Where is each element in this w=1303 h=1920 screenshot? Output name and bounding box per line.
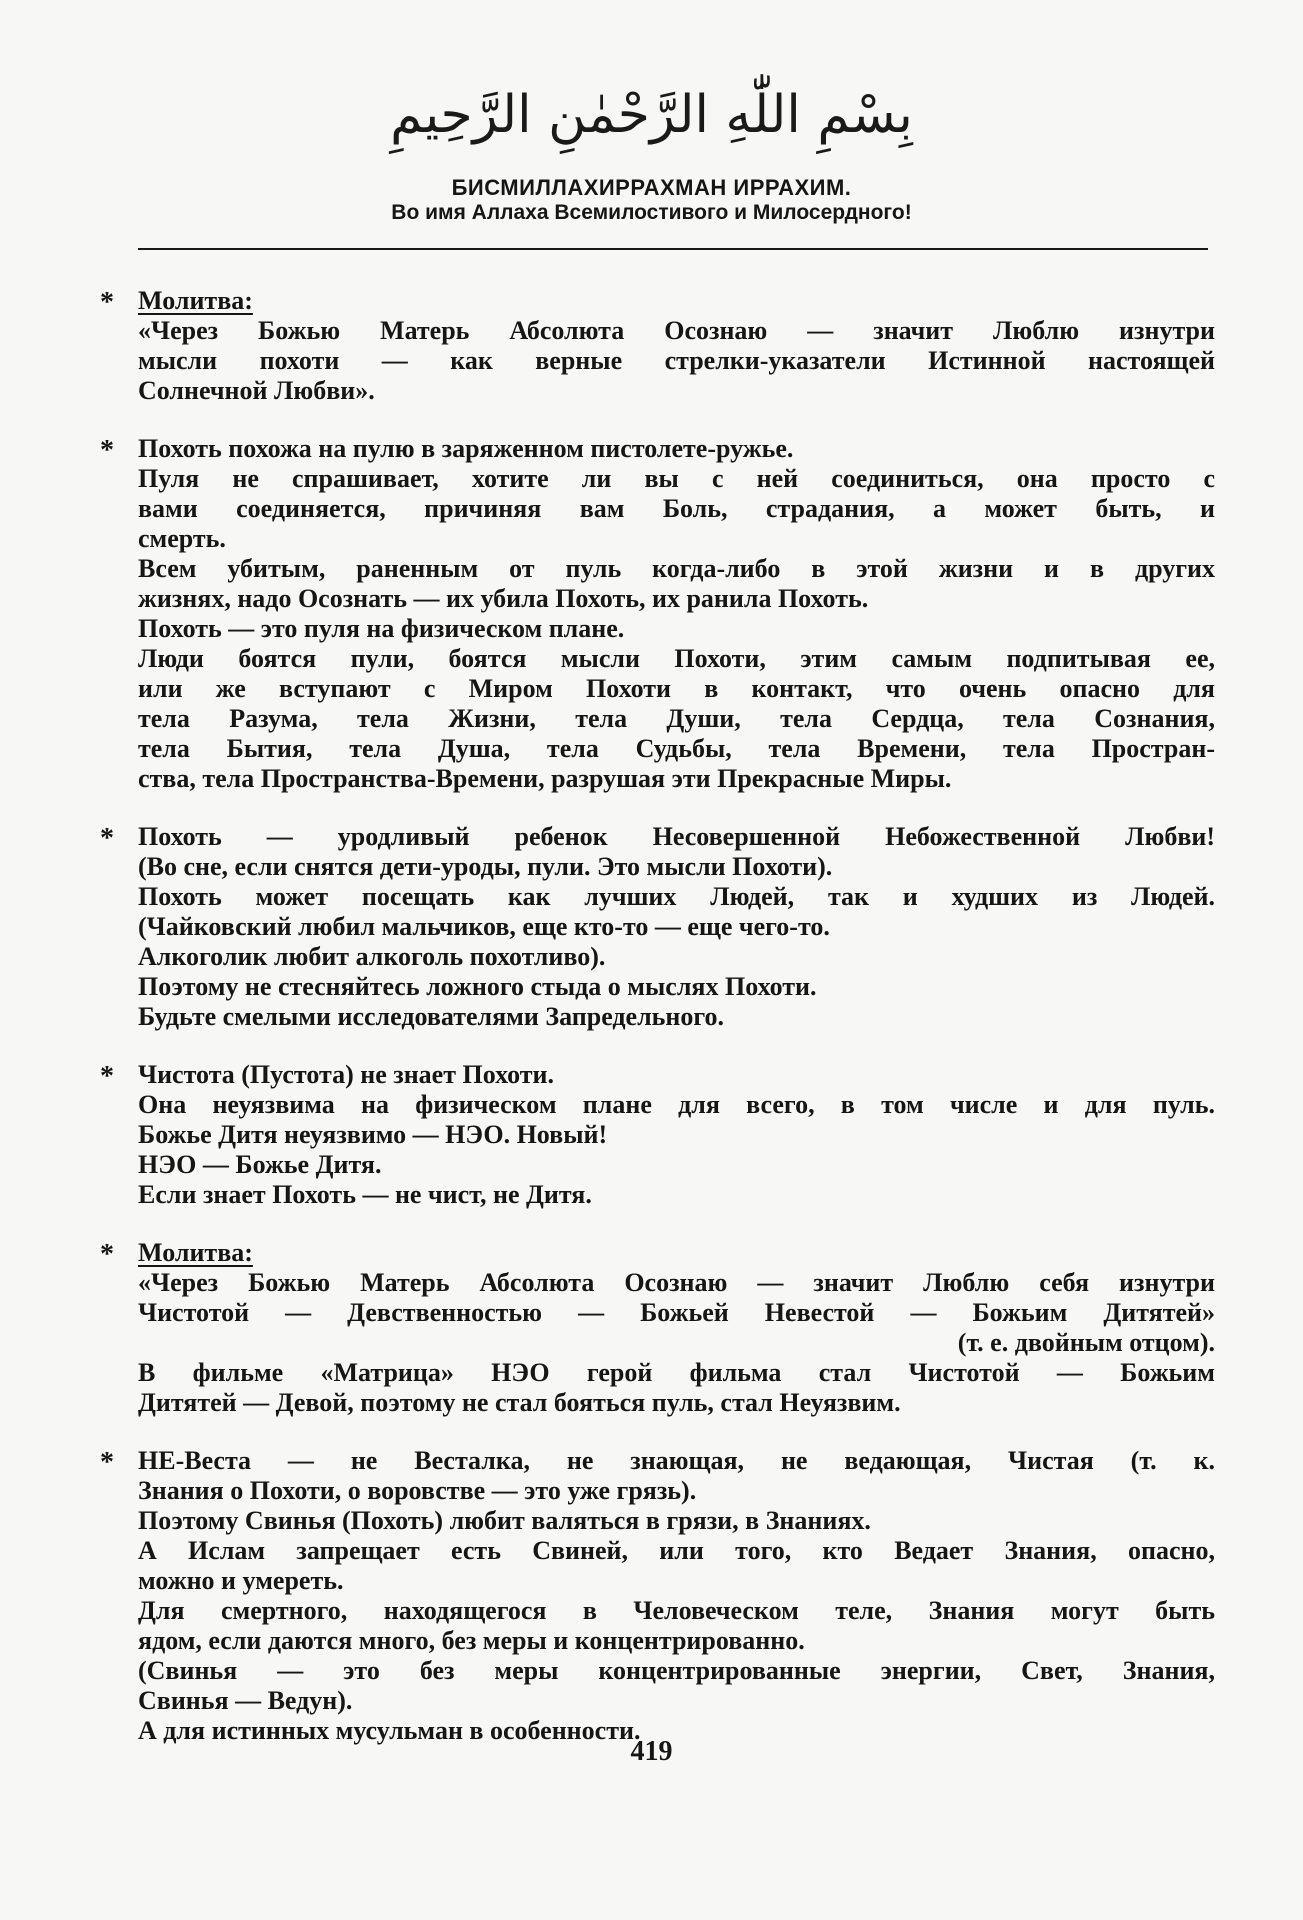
paragraph-block xyxy=(100,1446,1215,1746)
text-line: Похоть может посещать как лучших Людей, так и худших из Людей. xyxy=(138,882,1215,911)
bullet-marker: * xyxy=(100,1239,114,1270)
text-line: НЕ-Веста — не Весталка, не знающая, не ведающая, Чистая (т. к. xyxy=(138,1446,1215,1475)
bullet-marker: * xyxy=(100,1061,114,1092)
bullet-marker: * xyxy=(100,1447,114,1478)
text-line: Чистота (Пустота) не знает Похоти. xyxy=(138,1060,554,1089)
text-line: Дитятей — Девой, поэтому не стал бояться пуль, стал Неуязвим. xyxy=(138,1388,901,1417)
text-line: (т. е. двойным отцом). xyxy=(957,1328,1215,1357)
text-line: Солнечной Любви». xyxy=(138,376,375,405)
paragraph-block xyxy=(100,822,1215,1032)
bullet-marker: * xyxy=(100,823,114,854)
prayer-heading: Молитва: xyxy=(138,286,253,315)
text-line: Поэтому не стесняйтесь ложного стыда о мыслях Похоти. xyxy=(138,972,817,1001)
text-line: (Чайковский любил мальчиков, еще кто-то — еще чего-то. xyxy=(138,912,830,941)
text-line: Свинья — Ведун). xyxy=(138,1686,353,1715)
text-line: Божье Дитя неуязвимо — НЭО. Новый! xyxy=(138,1120,608,1149)
text-line: Она неуязвима на физическом плане для всего, в том числе и для пуль. xyxy=(138,1090,1215,1119)
text-line: Знания о Похоти, о воровстве — это уже грязь). xyxy=(138,1476,697,1505)
paragraph-block xyxy=(100,434,1215,794)
text-line: ства, тела Пространства-Времени, разрушая эти Прекрасные Миры. xyxy=(138,764,952,793)
text-line: мысли похоти — как верные стрелки-указатели Истинной настоящей xyxy=(138,346,1215,375)
bullet-marker: * xyxy=(100,435,114,466)
bullet-marker: * xyxy=(100,287,114,318)
text-line: А Ислам запрещает есть Свиней, или того, кто Ведает Знания, опасно, xyxy=(138,1536,1215,1565)
text-line: Похоть похожа на пулю в заряженном пистолете-ружье. xyxy=(138,434,794,463)
text-line: (Свинья — это без меры концентрированные энергии, Свет, Знания, xyxy=(138,1656,1215,1685)
text-line: Алкоголик любит алкоголь похотливо). xyxy=(138,942,606,971)
text-line: НЭО — Божье Дитя. xyxy=(138,1150,382,1179)
text-line: Похоть — уродливый ребенок Несовершенной Небожественной Любви! xyxy=(138,822,1215,851)
paragraph-block xyxy=(100,1060,1215,1210)
text-line: «Через Божью Матерь Абсолюта Осознаю — значит Люблю себя изнутри xyxy=(138,1268,1215,1297)
basmala-calligraphy: بِسْمِ اللّٰهِ الرَّحْمٰنِ الرَّحِيمِ xyxy=(390,85,913,145)
text-line: тела Разума, тела Жизни, тела Души, тела Сердца, тела Сознания, xyxy=(138,704,1215,733)
text-line: смерть. xyxy=(138,524,226,553)
text-line: вами соединяется, причиняя вам Боль, страдания, а может быть, и xyxy=(138,494,1215,523)
paragraph-block xyxy=(100,286,1215,406)
text-line: А для истинных мусульман в особенности. xyxy=(138,1716,641,1745)
header-translation: Во имя Аллаха Всемилостивого и Милосердного! xyxy=(391,201,912,224)
text-line: Будьте смелыми исследователями Запредельного. xyxy=(138,1002,725,1031)
text-line: ядом, если даются много, без меры и концентрированно. xyxy=(138,1626,805,1655)
header-transliteration: БИСМИЛЛАХИРРАХМАН ИРРАХИМ. xyxy=(451,175,852,200)
text-line: Поэтому Свинья (Похоть) любит валяться в грязи, в Знаниях. xyxy=(138,1506,871,1535)
paragraph-block xyxy=(100,1238,1215,1418)
text-line: Пуля не спрашивает, хотите ли вы с ней соединиться, она просто с xyxy=(138,464,1215,493)
header-divider xyxy=(138,248,1208,250)
text-line: можно и умереть. xyxy=(138,1566,344,1595)
text-line: Похоть — это пуля на физическом плане. xyxy=(138,614,625,643)
text-line: Всем убитым, раненным от пуль когда-либо в этой жизни и в других xyxy=(138,554,1215,583)
text-line: Если знает Похоть — не чист, не Дитя. xyxy=(138,1180,592,1209)
page-body xyxy=(100,286,1215,1774)
text-line: (Во сне, если снятся дети-уроды, пули. Это мысли Похоти). xyxy=(138,852,833,881)
text-line: В фильме «Матрица» НЭО герой фильма стал Чистотой — Божьим xyxy=(138,1358,1215,1387)
page-number: 419 xyxy=(630,1736,673,1767)
text-line: Люди боятся пули, боятся мысли Похоти, этим самым подпитывая ее, xyxy=(138,644,1215,673)
text-line: тела Бытия, тела Душа, тела Судьбы, тела Времени, тела Простран- xyxy=(138,734,1215,763)
text-line: Для смертного, находящегося в Человеческом теле, Знания могут быть xyxy=(138,1596,1215,1625)
text-line: «Через Божью Матерь Абсолюта Осознаю — значит Люблю изнутри xyxy=(138,316,1215,345)
text-line: или же вступают с Миром Похоти в контакт, что очень опасно для xyxy=(138,674,1215,703)
prayer-heading: Молитва: xyxy=(138,1238,253,1267)
text-line: Чистотой — Девственностью — Божьей Невестой — Божьим Дитятей» xyxy=(138,1298,1215,1327)
text-line: жизнях, надо Осознать — их убила Похоть, их ранила Похоть. xyxy=(138,584,869,613)
